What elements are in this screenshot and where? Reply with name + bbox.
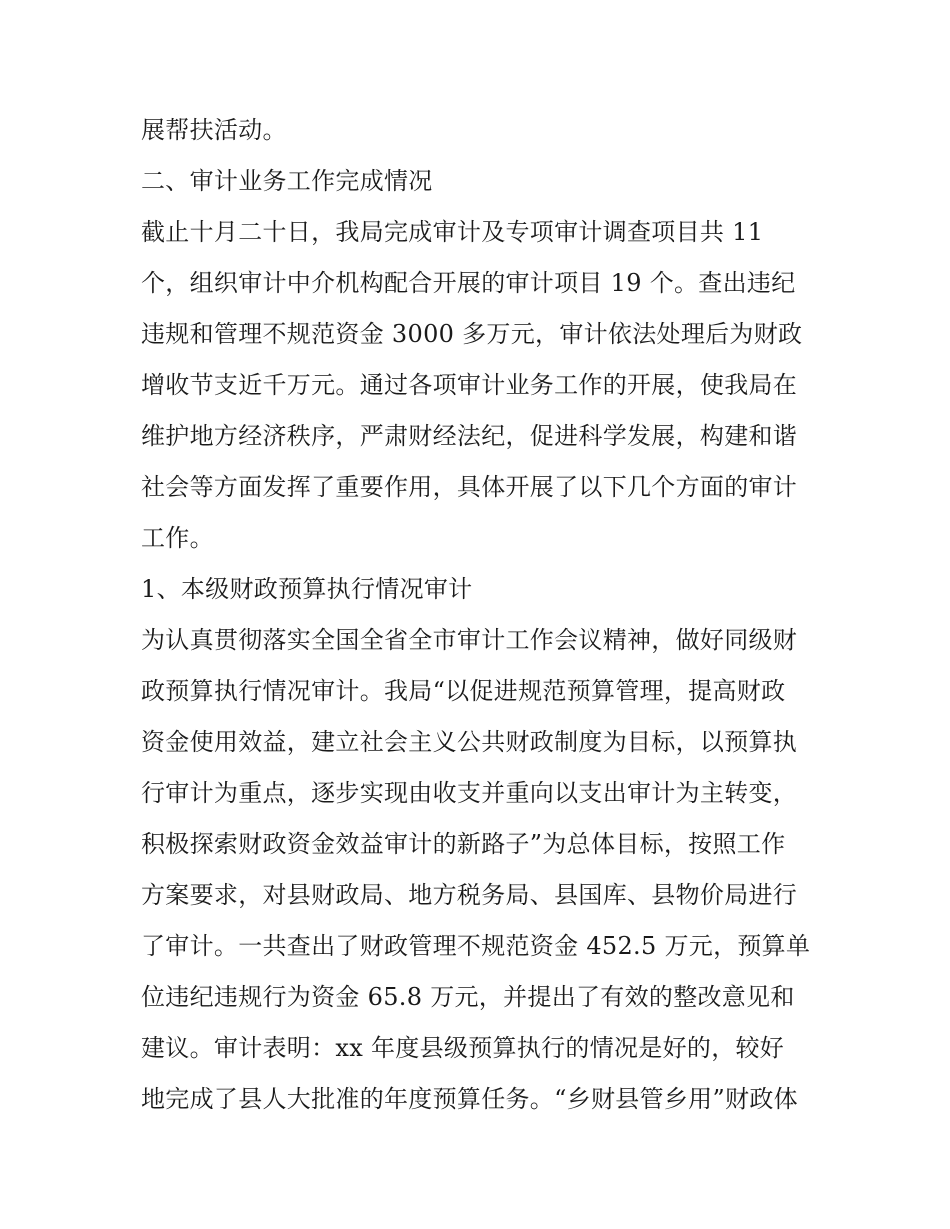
text-line: 政预算执行情况审计。我局“以促进规范预算管理，提高财政 — [141, 677, 786, 705]
text-line: 积极探索财政资金效益审计的新路子”为总体目标，按照工作 — [141, 830, 786, 858]
text-line: 维护地方经济秩序，严肃财经法纪，促进科学发展，构建和谐 — [141, 422, 798, 450]
text-line: 为认真贯彻落实全国全省全市审计工作会议精神，做好同级财 — [141, 626, 798, 654]
text-line: 工作。 — [141, 524, 214, 552]
text-line: 行审计为重点，逐步实现由收支并重向以支出审计为主转变， — [141, 779, 798, 807]
section-heading: 二、审计业务工作完成情况 — [141, 167, 433, 195]
subsection-heading: 1、本级财政预算执行情况审计 — [141, 575, 473, 603]
text-line: 建议。审计表明：xx 年度县级预算执行的情况是好的，较好 — [141, 1034, 785, 1062]
text-line: 社会等方面发挥了重要作用，具体开展了以下几个方面的审计 — [141, 473, 798, 501]
text-line: 增收节支近千万元。通过各项审计业务工作的开展，使我局在 — [141, 371, 798, 399]
text-line: 了审计。一共查出了财政管理不规范资金 452.5 万元，预算单 — [141, 932, 811, 960]
text-line: 方案要求，对县财政局、地方税务局、县国库、县物价局进行 — [141, 881, 798, 909]
text-line: 个，组织审计中介机构配合开展的审计项目 19 个。查出违纪 — [141, 269, 796, 297]
text-line: 违规和管理不规范资金 3000 多万元，审计依法处理后为财政 — [141, 320, 803, 348]
text-line: 展帮扶活动。 — [141, 116, 287, 144]
text-line: 截止十月二十日，我局完成审计及专项审计调查项目共 11 — [141, 218, 764, 246]
text-line: 地完成了县人大批准的年度预算任务。“乡财县管乡用”财政体 — [141, 1085, 798, 1113]
text-line: 资金使用效益，建立社会主义公共财政制度为目标，以预算执 — [141, 728, 798, 756]
text-line: 位违纪违规行为资金 65.8 万元，并提出了有效的整改意见和 — [141, 983, 795, 1011]
